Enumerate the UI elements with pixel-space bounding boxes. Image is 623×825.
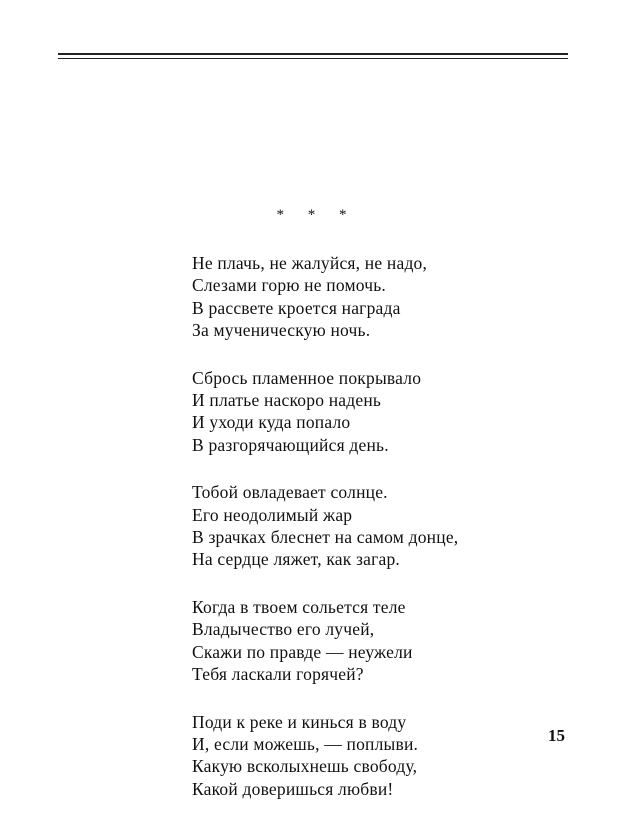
stanza-1 — [192, 252, 572, 342]
poem-line: В разгорячающийся день. — [192, 434, 389, 455]
poem-line: И уходи куда попало — [192, 412, 351, 433]
poem-line: Тебя ласкали горячей? — [192, 664, 364, 685]
poem-line: Какой доверишься любви! — [192, 778, 394, 799]
poem-line: Не плачь, не жалуйся, не надо, — [192, 253, 428, 273]
stanza-4 — [192, 596, 572, 686]
stanza-2 — [192, 367, 572, 457]
poem-line: Когда в твоем сольется теле — [192, 596, 406, 617]
poem-line: На сердце ляжет, как загар. — [192, 549, 400, 570]
poem-line: И платье наскоро надень — [192, 390, 382, 411]
poem-line: Слезами горю не помочь. — [192, 275, 386, 296]
poem-line: Поди к реке и кинься в воду — [192, 711, 407, 732]
header-rule-thick — [58, 53, 568, 55]
poem-line: Владычество его лучей, — [192, 619, 375, 640]
stanza-3 — [192, 481, 572, 571]
poem-line: Какую всколыхнешь свободу, — [192, 756, 418, 777]
poem-line: Скажи по правде — неужели — [192, 641, 413, 662]
poem-line: За мученическую ночь. — [192, 320, 371, 341]
poem — [192, 252, 572, 825]
poem-line: В зрачках блеснет на самом донце, — [192, 527, 459, 548]
poem-line: Его неодолимый жар — [192, 504, 353, 525]
poem-line: И, если можешь, — поплыви. — [192, 733, 419, 754]
poem-line: Тобой овладевает солнце. — [192, 482, 388, 503]
poem-line: В рассвете кроется награда — [192, 297, 401, 318]
poem-line: Сбрось пламенное покрывало — [192, 367, 422, 388]
header-rule-thin — [58, 58, 568, 59]
stanza-5 — [192, 711, 572, 801]
page-number: 15 — [548, 726, 565, 745]
section-ornament: * * * — [276, 207, 357, 223]
